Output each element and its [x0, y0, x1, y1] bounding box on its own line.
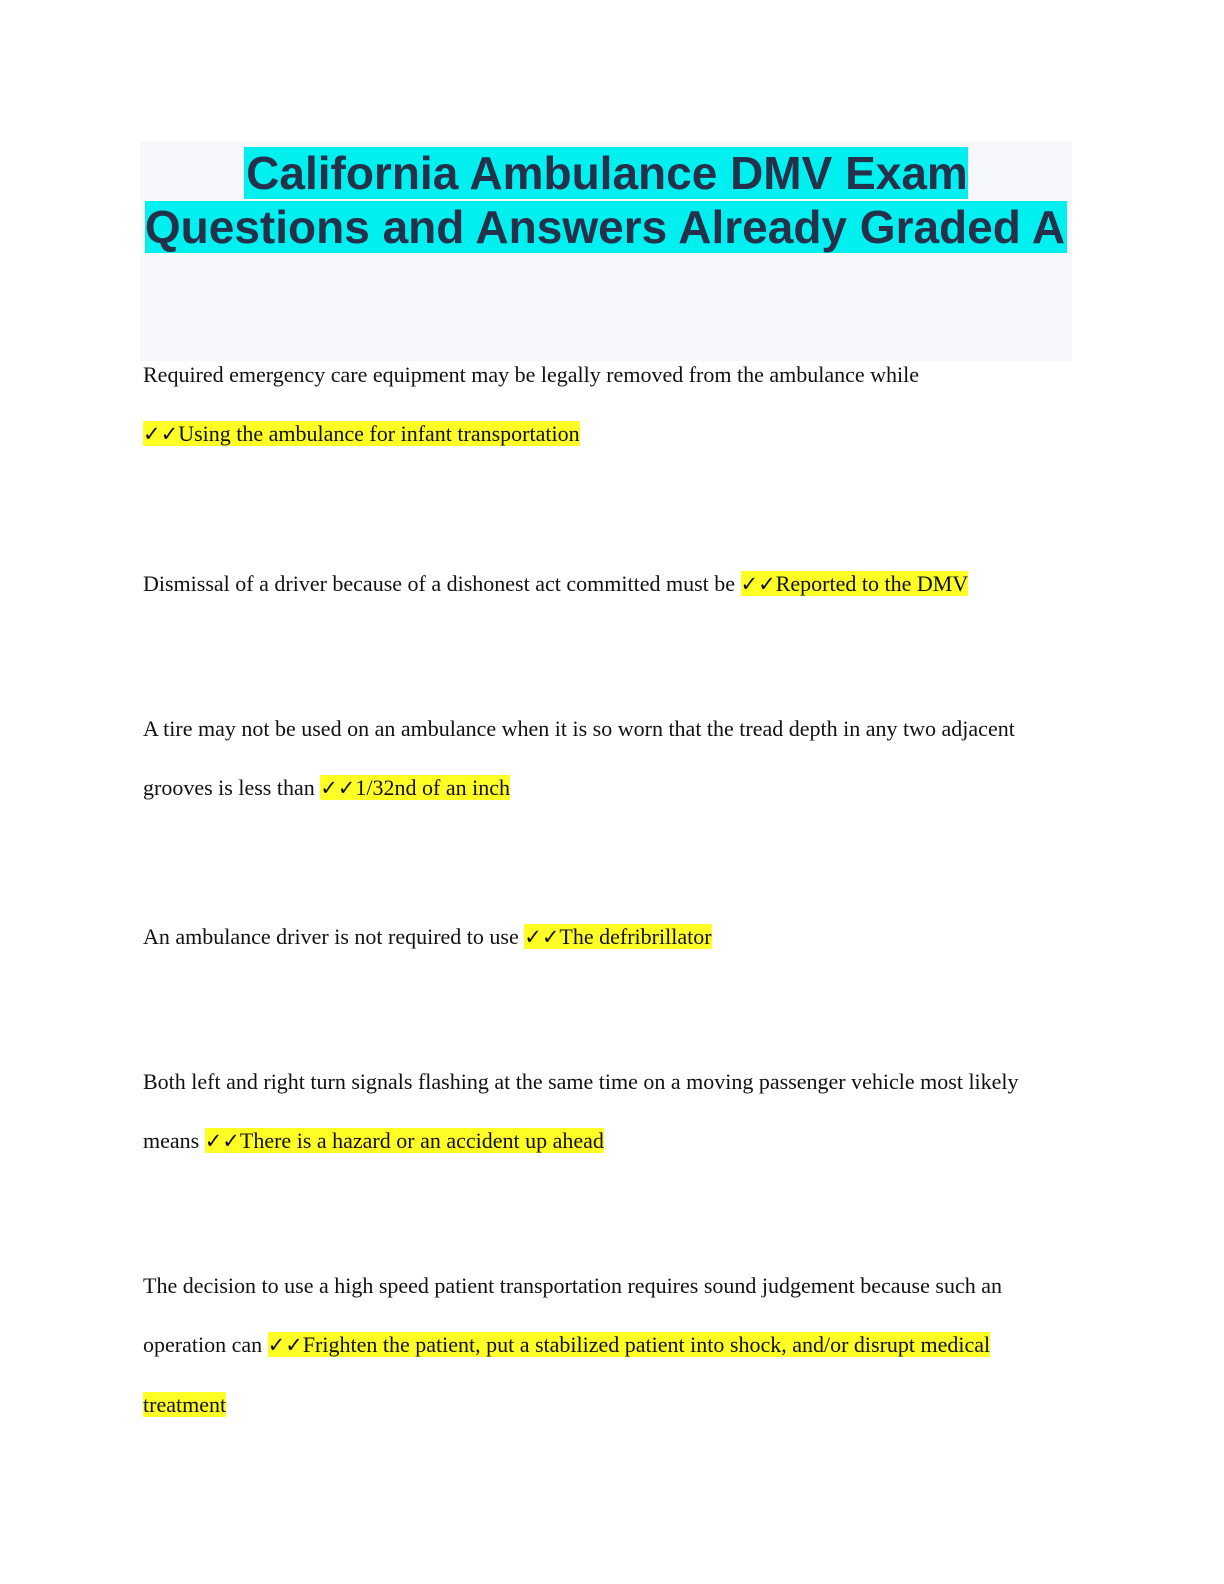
question-text: The decision to use a high speed patient transportation requires sound judgement because such an operation can [143, 1273, 1002, 1357]
answer-highlight [143, 421, 580, 446]
document-title [140, 142, 1072, 254]
double-check-icon: ✓✓ [143, 422, 179, 446]
question-text: Dismissal of a driver because of a dishonest act committed must be [143, 571, 736, 596]
title-block [140, 142, 1072, 361]
question-text: A tire may not be used on an ambulance when it is so worn that the tread depth in any two adjacent grooves is less than [143, 716, 1015, 800]
double-check-icon: ✓✓ [740, 572, 776, 596]
double-check-icon: ✓✓ [267, 1333, 303, 1357]
qa-item [143, 699, 1023, 818]
answer-highlight [205, 1128, 604, 1153]
answer-text: Using the ambulance for infant transportation [178, 421, 580, 446]
answer-text: Frighten the patient, put a stabilized patient into shock, and/or disrupt medical treatment [143, 1332, 991, 1417]
answer-highlight [143, 1332, 990, 1417]
question-text: An ambulance driver is not required to use [143, 924, 519, 949]
answer-text: Reported to the DMV [775, 571, 969, 596]
document-title-text: California Ambulance DMV Exam Questions and Answers Already Graded A [144, 147, 1066, 253]
double-check-icon: ✓✓ [524, 925, 560, 949]
answer-highlight [741, 571, 969, 596]
answer-text: There is a hazard or an accident up ahead [239, 1128, 604, 1153]
qa-item [143, 1052, 1053, 1171]
answer-text: 1/32nd of an inch [355, 775, 510, 800]
qa-item [143, 1256, 1053, 1434]
answer-text: The defribrillator [559, 924, 712, 949]
qa-item [143, 554, 1083, 614]
double-check-icon: ✓✓ [320, 776, 356, 800]
question-text: Both left and right turn signals flashing at the same time on a moving passenger vehicle most likely means [143, 1069, 1019, 1153]
answer-highlight [524, 924, 711, 949]
qa-item [143, 907, 1083, 967]
double-check-icon: ✓✓ [204, 1129, 240, 1153]
question-text: Required emergency care equipment may be legally removed from the ambulance while [143, 362, 920, 387]
qa-item [143, 345, 1083, 464]
answer-highlight [320, 775, 510, 800]
